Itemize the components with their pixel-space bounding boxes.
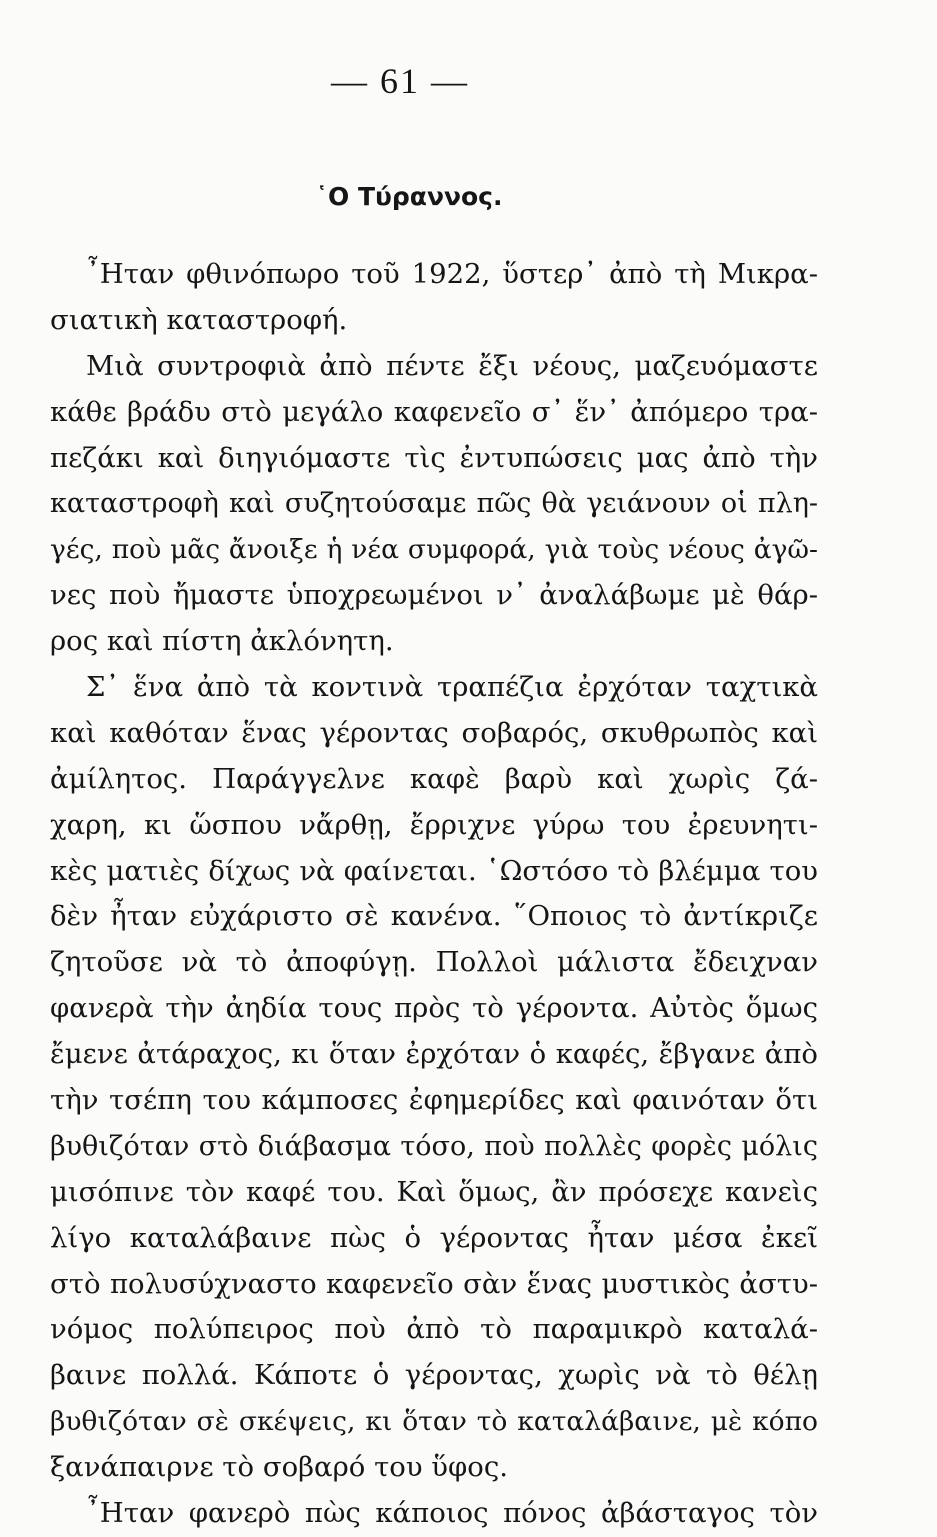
text-line: πεζάκι καὶ διηγιόμαστε τὶς ἐντυπώσεις μας ἀπὸ τὴν <box>50 441 818 474</box>
text-line: τὴν τσέπη του κάμποσες ἐφημερίδες καὶ φαινόταν ὅτι <box>50 1084 818 1117</box>
text-line: ἔμενε ἀτάραχος, κι ὅταν ἐρχόταν ὁ καφές, ἔβγανε ἀπὸ <box>50 1038 818 1071</box>
text-line: χαρη, κι ὥσπου νἄρθῃ, ἔρριχνε γύρω του ἐρευνητι- <box>50 808 818 841</box>
chapter-title: ῾Ο Τύραννος. <box>315 182 503 211</box>
text-line: Μιὰ συντροφιὰ ἀπὸ πέντε ἔξι νέους, μαζευόμαστε <box>86 349 818 382</box>
page-number: — 61 — <box>331 61 469 101</box>
text-line: φανερὰ τὴν ἀηδία τους πρὸς τὸ γέροντα. Αὐτὸς ὅμως <box>50 992 818 1025</box>
text-line: ζητοῦσε νὰ τὸ ἀποφύγῃ. Πολλοὶ μάλιστα ἔδειχναν <box>50 946 818 979</box>
text-line: ῏Ηταν φθινόπωρο τοῦ 1922, ὕστερ᾽ ἀπὸ τὴ Μικρα- <box>86 258 818 290</box>
text-line: ἀμίλητος. Παράγγελνε καφὲ βαρὺ καὶ χωρὶς ζά- <box>50 762 818 795</box>
text-line: ρος καὶ πίστη ἀκλόνητη. <box>50 625 394 658</box>
text-line: κάθε βράδυ στὸ μεγάλο καφενεῖο σ᾽ ἕν᾽ ἀπόμερο τρα- <box>50 395 818 428</box>
text-line: κὲς ματιὲς δίχως νὰ φαίνεται. ῾Ωστόσο τὸ βλέμμα του <box>50 854 818 887</box>
text-line: στὸ πολυσύχναστο καφενεῖο σὰν ἕνας μυστικὸς ἀστυ- <box>50 1267 818 1300</box>
text-line: μισόπινε τὸν καφέ του. Καὶ ὅμως, ἂν πρόσεχε κανεὶς <box>50 1175 818 1208</box>
text-line: σιατικὴ καταστροφή. <box>50 303 348 336</box>
text-line: καταστροφὴ καὶ συζητούσαμε πῶς θὰ γειάνουν οἱ πλη- <box>50 488 818 520</box>
text-line: γές, ποὺ μᾶς ἄνοιξε ἡ νέα συμφορά, γιὰ τοὺς νέους ἀγῶ- <box>50 534 818 566</box>
text-line: δὲν ἦταν εὐχάριστο σὲ κανένα. ῞Οποιος τὸ ἀντίκριζε <box>50 900 818 933</box>
text-line: ξανάπαιρνε τὸ σοβαρό του ὕφος. <box>50 1451 508 1484</box>
text-line: νες ποὺ ἤμαστε ὑποχρεωμένοι ν᾽ ἀναλάβωμε μὲ θάρ- <box>50 579 818 612</box>
text-line: βυθιζόταν στὸ διάβασμα τόσο, ποὺ πολλὲς φορὲς μόλις <box>50 1130 818 1162</box>
text-line: βυθιζόταν σὲ σκέψεις, κι ὅταν τὸ καταλάβαινε, μὲ κόπο <box>50 1406 818 1438</box>
text-line: ῏Ηταν φανερὸ πὼς κάποιος πόνος ἀβάσταγος τὸν <box>86 1497 818 1530</box>
body-text <box>50 252 818 1537</box>
text-line: Σ᾽ ἕνα ἀπὸ τὰ κοντινὰ τραπέζια ἐρχόταν ταχτικὰ <box>86 671 818 704</box>
text-line: λίγο καταλάβαινε πὼς ὁ γέροντας ἦταν μέσα ἐκεῖ <box>50 1221 818 1254</box>
text-line: βαινε πολλά. Κάποτε ὁ γέροντας, χωρὶς νὰ τὸ θέλῃ <box>50 1359 818 1392</box>
text-line: καὶ καθόταν ἕνας γέροντας σοβαρός, σκυθρωπὸς καὶ <box>50 716 818 749</box>
text-line: νόμος πολύπειρος ποὺ ἀπὸ τὸ παραμικρὸ καταλά- <box>50 1313 818 1346</box>
